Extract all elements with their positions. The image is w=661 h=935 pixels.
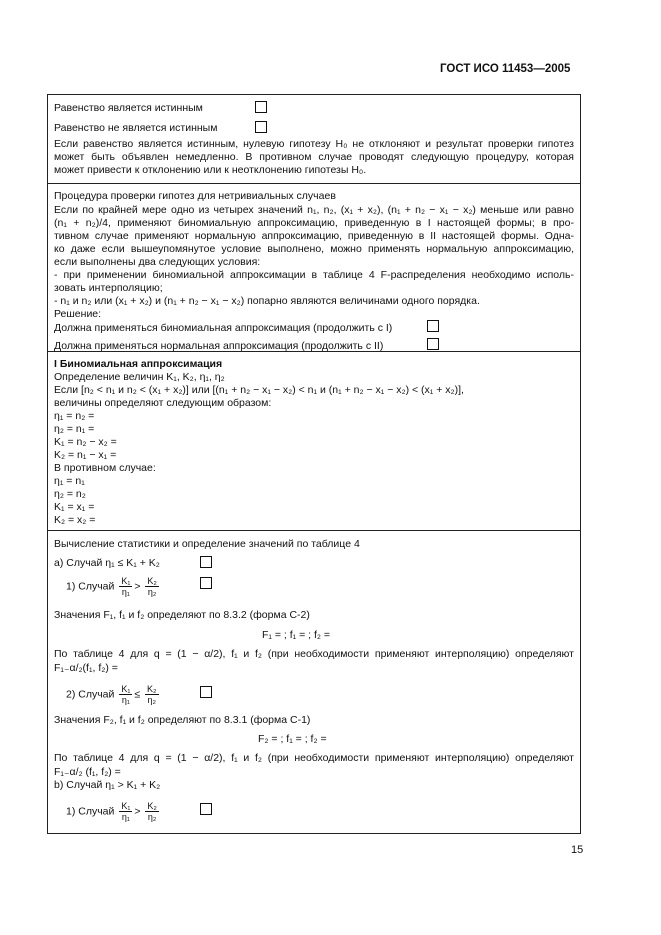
case-2-label: 2) Случай (66, 688, 115, 701)
procedure-line: Если по крайней мере одно из четырех значений n₁, n₂, (x₁ + x₂), (n₁ + n₂ − x₁ − x₂) меньше или равно (54, 204, 574, 216)
section-statistics (48, 530, 580, 835)
case-2-row (66, 684, 161, 705)
fraction-denominator: η₂ (147, 812, 157, 822)
fraction-k2-eta2 (145, 576, 159, 597)
table-lookup-result: F₁₋α/₂ (f₁, f₂) = (54, 766, 121, 778)
case-a-label: a) Случай η₁ ≤ K₁ + K₂ (54, 557, 160, 569)
decision-label: Решение: (54, 308, 102, 320)
normal-option-checkbox[interactable] (427, 338, 439, 350)
values-f2-equation: F₂ = ; f₁ = ; f₂ = (258, 733, 327, 745)
fraction-denominator: η₁ (121, 587, 130, 597)
fraction-numerator: K₂ (147, 576, 157, 586)
values-f2-line: Значения F₂, f₁ и f₂ определяют по 8.3.1 (форма С-1) (54, 714, 311, 726)
procedure-line: тивном случае применяют нормальную аппроксимацию, приведенную в II настоящей формы. Одна- (54, 230, 574, 242)
fraction-k2-eta2 (145, 684, 159, 705)
case-2-checkbox[interactable] (200, 686, 212, 698)
statistics-title: Вычисление статистики и определение значений по таблице 4 (54, 538, 360, 550)
values-f1-line: Значения F₁, f₁ и f₂ определяют по 8.3.2 (форма С-2) (54, 609, 310, 621)
case-1-label: 1) Случай (66, 580, 115, 593)
equality-false-label: Равенство не является истинным (54, 122, 218, 134)
less-equal-sign: ≤ (134, 688, 141, 701)
fraction-denominator: η₂ (147, 695, 157, 705)
fraction-numerator: K₁ (121, 684, 131, 694)
binomial-line: K₂ = x₂ = (54, 514, 96, 526)
fraction-k1-eta1 (119, 684, 132, 705)
case-1-checkbox[interactable] (200, 577, 212, 589)
binomial-line: K₁ = n₂ − x₂ = (54, 436, 117, 448)
fraction-denominator: η₁ (121, 812, 130, 822)
binomial-line: K₁ = x₁ = (54, 501, 95, 513)
case-b1-checkbox[interactable] (200, 803, 212, 815)
equality-true-label: Равенство является истинным (54, 102, 203, 114)
section-equality (48, 95, 580, 183)
equality-false-checkbox[interactable] (255, 121, 267, 133)
fraction-numerator: K₂ (147, 684, 157, 694)
table-lookup-result: F₁₋α/₂(f₁, f₂) = (54, 662, 118, 674)
procedure-line: зовать интерполяцию; (54, 282, 163, 294)
procedure-title: Процедура проверки гипотез для нетривиальных случаев (54, 190, 336, 202)
case-1-row (66, 576, 161, 597)
binomial-line: В противном случае: (54, 462, 156, 474)
procedure-line: (n₁ + n₂)/4, применяют биномиальную аппроксимацию, приведенную в I настоящей формы; в про- (54, 217, 574, 229)
procedure-line: - при применении биномиальной аппроксимации в таблице 4 F-распределения необходимо исполь- (54, 269, 574, 281)
binomial-line: η₁ = n₂ = (54, 410, 95, 422)
section-binomial (48, 351, 580, 530)
fraction-k1-eta1 (119, 801, 132, 822)
binomial-line: η₁ = n₁ (54, 475, 85, 487)
section-procedure (48, 183, 580, 351)
case-b1-row (66, 801, 161, 822)
procedure-line: если выполнены два следующих условия: (54, 256, 261, 268)
fraction-denominator: η₂ (147, 587, 157, 597)
fraction-k2-eta2 (145, 801, 159, 822)
greater-sign: > (134, 805, 141, 818)
table-lookup-line: По таблице 4 для q = (1 − α/2), f₁ и f₂ (при необходимости применяют интерполяцию) определяют (54, 648, 574, 660)
page-number: 15 (571, 844, 584, 856)
fraction-numerator: K₁ (121, 576, 131, 586)
binomial-option-label: Должна применяться биномиальная аппроксимация (продолжить с I) (54, 322, 393, 334)
page-header: ГОСТ ИСО 11453—2005 (440, 63, 571, 75)
binomial-line: величины определяют следующим образом: (54, 397, 272, 409)
case-b-label: b) Случай η₁ > K₁ + K₂ (54, 779, 161, 791)
binomial-line: Если [n₂ < n₁ и n₂ < (x₁ + x₂)] или [(n₁ + n₂ − x₁ − x₂) < n₁ и (n₁ + n₂ − x₁ − x₂) < (x₁ + x₂)], (54, 384, 464, 396)
equality-paragraph-line: может быть объявлен немедленно. В противном случае проводят следующую процедуру, которая (54, 151, 574, 163)
equality-true-checkbox[interactable] (255, 101, 267, 113)
table-lookup-line: По таблице 4 для q = (1 − α/2), f₁ и f₂ (при необходимости применяют интерполяцию) определяют (54, 752, 574, 764)
binomial-line: K₂ = n₁ − x₁ = (54, 449, 117, 461)
fraction-numerator: K₂ (147, 801, 157, 811)
fraction-numerator: K₁ (121, 801, 131, 811)
binomial-title: I Биномиальная аппроксимация (54, 358, 223, 370)
equality-paragraph-line: Если равенство является истинным, нулевую гипотезу H₀ не отклоняют и результат проверки гипотез (54, 138, 574, 150)
procedure-line: ко даже если вышеупомянутое условие выполнено, можно применять нормальную аппроксимацию, (54, 243, 574, 255)
binomial-line: η₂ = n₁ = (54, 423, 95, 435)
values-f1-equation: F₁ = ; f₁ = ; f₂ = (262, 629, 331, 641)
fraction-k1-eta1 (119, 576, 132, 597)
case-a-checkbox[interactable] (200, 556, 212, 568)
fraction-denominator: η₁ (121, 695, 130, 705)
equality-paragraph-line: может привести к отклонению или к неотклонению гипотезы H₀. (54, 164, 367, 176)
binomial-line: Определение величин K₁, K₂, η₁, η₂ (54, 371, 225, 383)
binomial-option-checkbox[interactable] (427, 320, 439, 332)
form-table (47, 94, 581, 834)
greater-sign: > (134, 580, 141, 593)
normal-option-label: Должна применяться нормальная аппроксимация (продолжить с II) (54, 340, 384, 352)
binomial-line: η₂ = n₂ (54, 488, 86, 500)
case-1-label: 1) Случай (66, 805, 115, 818)
procedure-line: - n₁ и n₂ или (x₁ + x₂) и (n₁ + n₂ − x₁ − x₂) попарно являются величинами одного порядка. (54, 295, 480, 307)
